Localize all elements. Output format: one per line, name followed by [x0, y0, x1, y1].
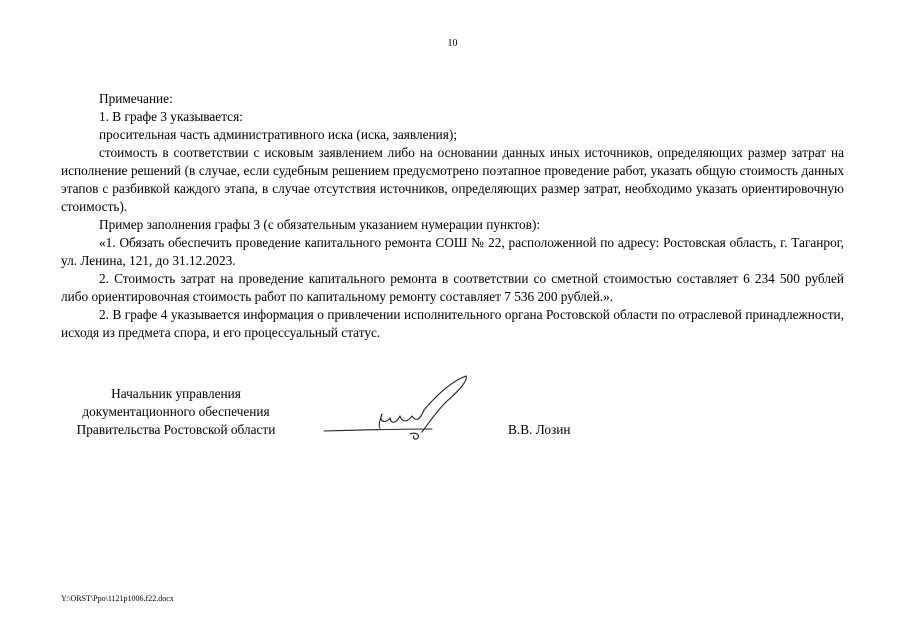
- note-example-intro: Пример заполнения графы 3 (с обязательным указанием нумерации пунктов):: [99, 217, 541, 232]
- note-item-2: 2. В графе 4 указывается информация о привлечении исполнительного органа Ростовской области по отраслевой принадлежности, исходя из предмета спора, и его процессуальный статус.: [61, 307, 844, 340]
- signatory-position: [40, 385, 312, 439]
- note-cost-description: стоимость в соответствии с исковым заявлением либо на основании данных иных источников, определяющих размер затрат на исполнение решений (в случае, если судебным решением предусмотрено поэтапное проведение работ, указать общую стоимость данных этапов с разбивкой каждого этапа, в случае отсутствия источников, определяющих размер затрат, необходимо указать ориентировочную стоимость).: [61, 145, 844, 214]
- note-example-point-2: 2. Стоимость затрат на проведение капитального ремонта в соответствии со сметной стоимостью составляет 6 234 500 рублей либо ориентировочная стоимость работ по капитальному ремонту составляет 7 536 200 рублей.».: [61, 271, 844, 304]
- note-claim-part: просительная часть административного иска (иска, заявления);: [99, 127, 458, 142]
- handwritten-signature: [320, 372, 480, 442]
- note-section: [61, 90, 844, 342]
- signer-name: В.В. Лозин: [508, 422, 571, 437]
- page-number: 10: [447, 38, 458, 49]
- position-line-3: Правительства Ростовской области: [76, 422, 276, 437]
- note-heading: Примечание:: [99, 91, 173, 106]
- note-example-point-1: «1. Обязать обеспечить проведение капитального ремонта СОШ № 22, расположенной по адресу: Ростовская область, г. Таганрог, ул. Ленина, 121, до 31.12.2023.: [61, 235, 844, 268]
- position-line-2: документационного обеспечения: [82, 404, 270, 419]
- file-path: Y:\ORST\Ppo\1121p1006.f22.docx: [61, 594, 174, 603]
- position-line-1: Начальник управления: [111, 386, 241, 401]
- note-item-1-intro: 1. В графе 3 указывается:: [99, 109, 243, 124]
